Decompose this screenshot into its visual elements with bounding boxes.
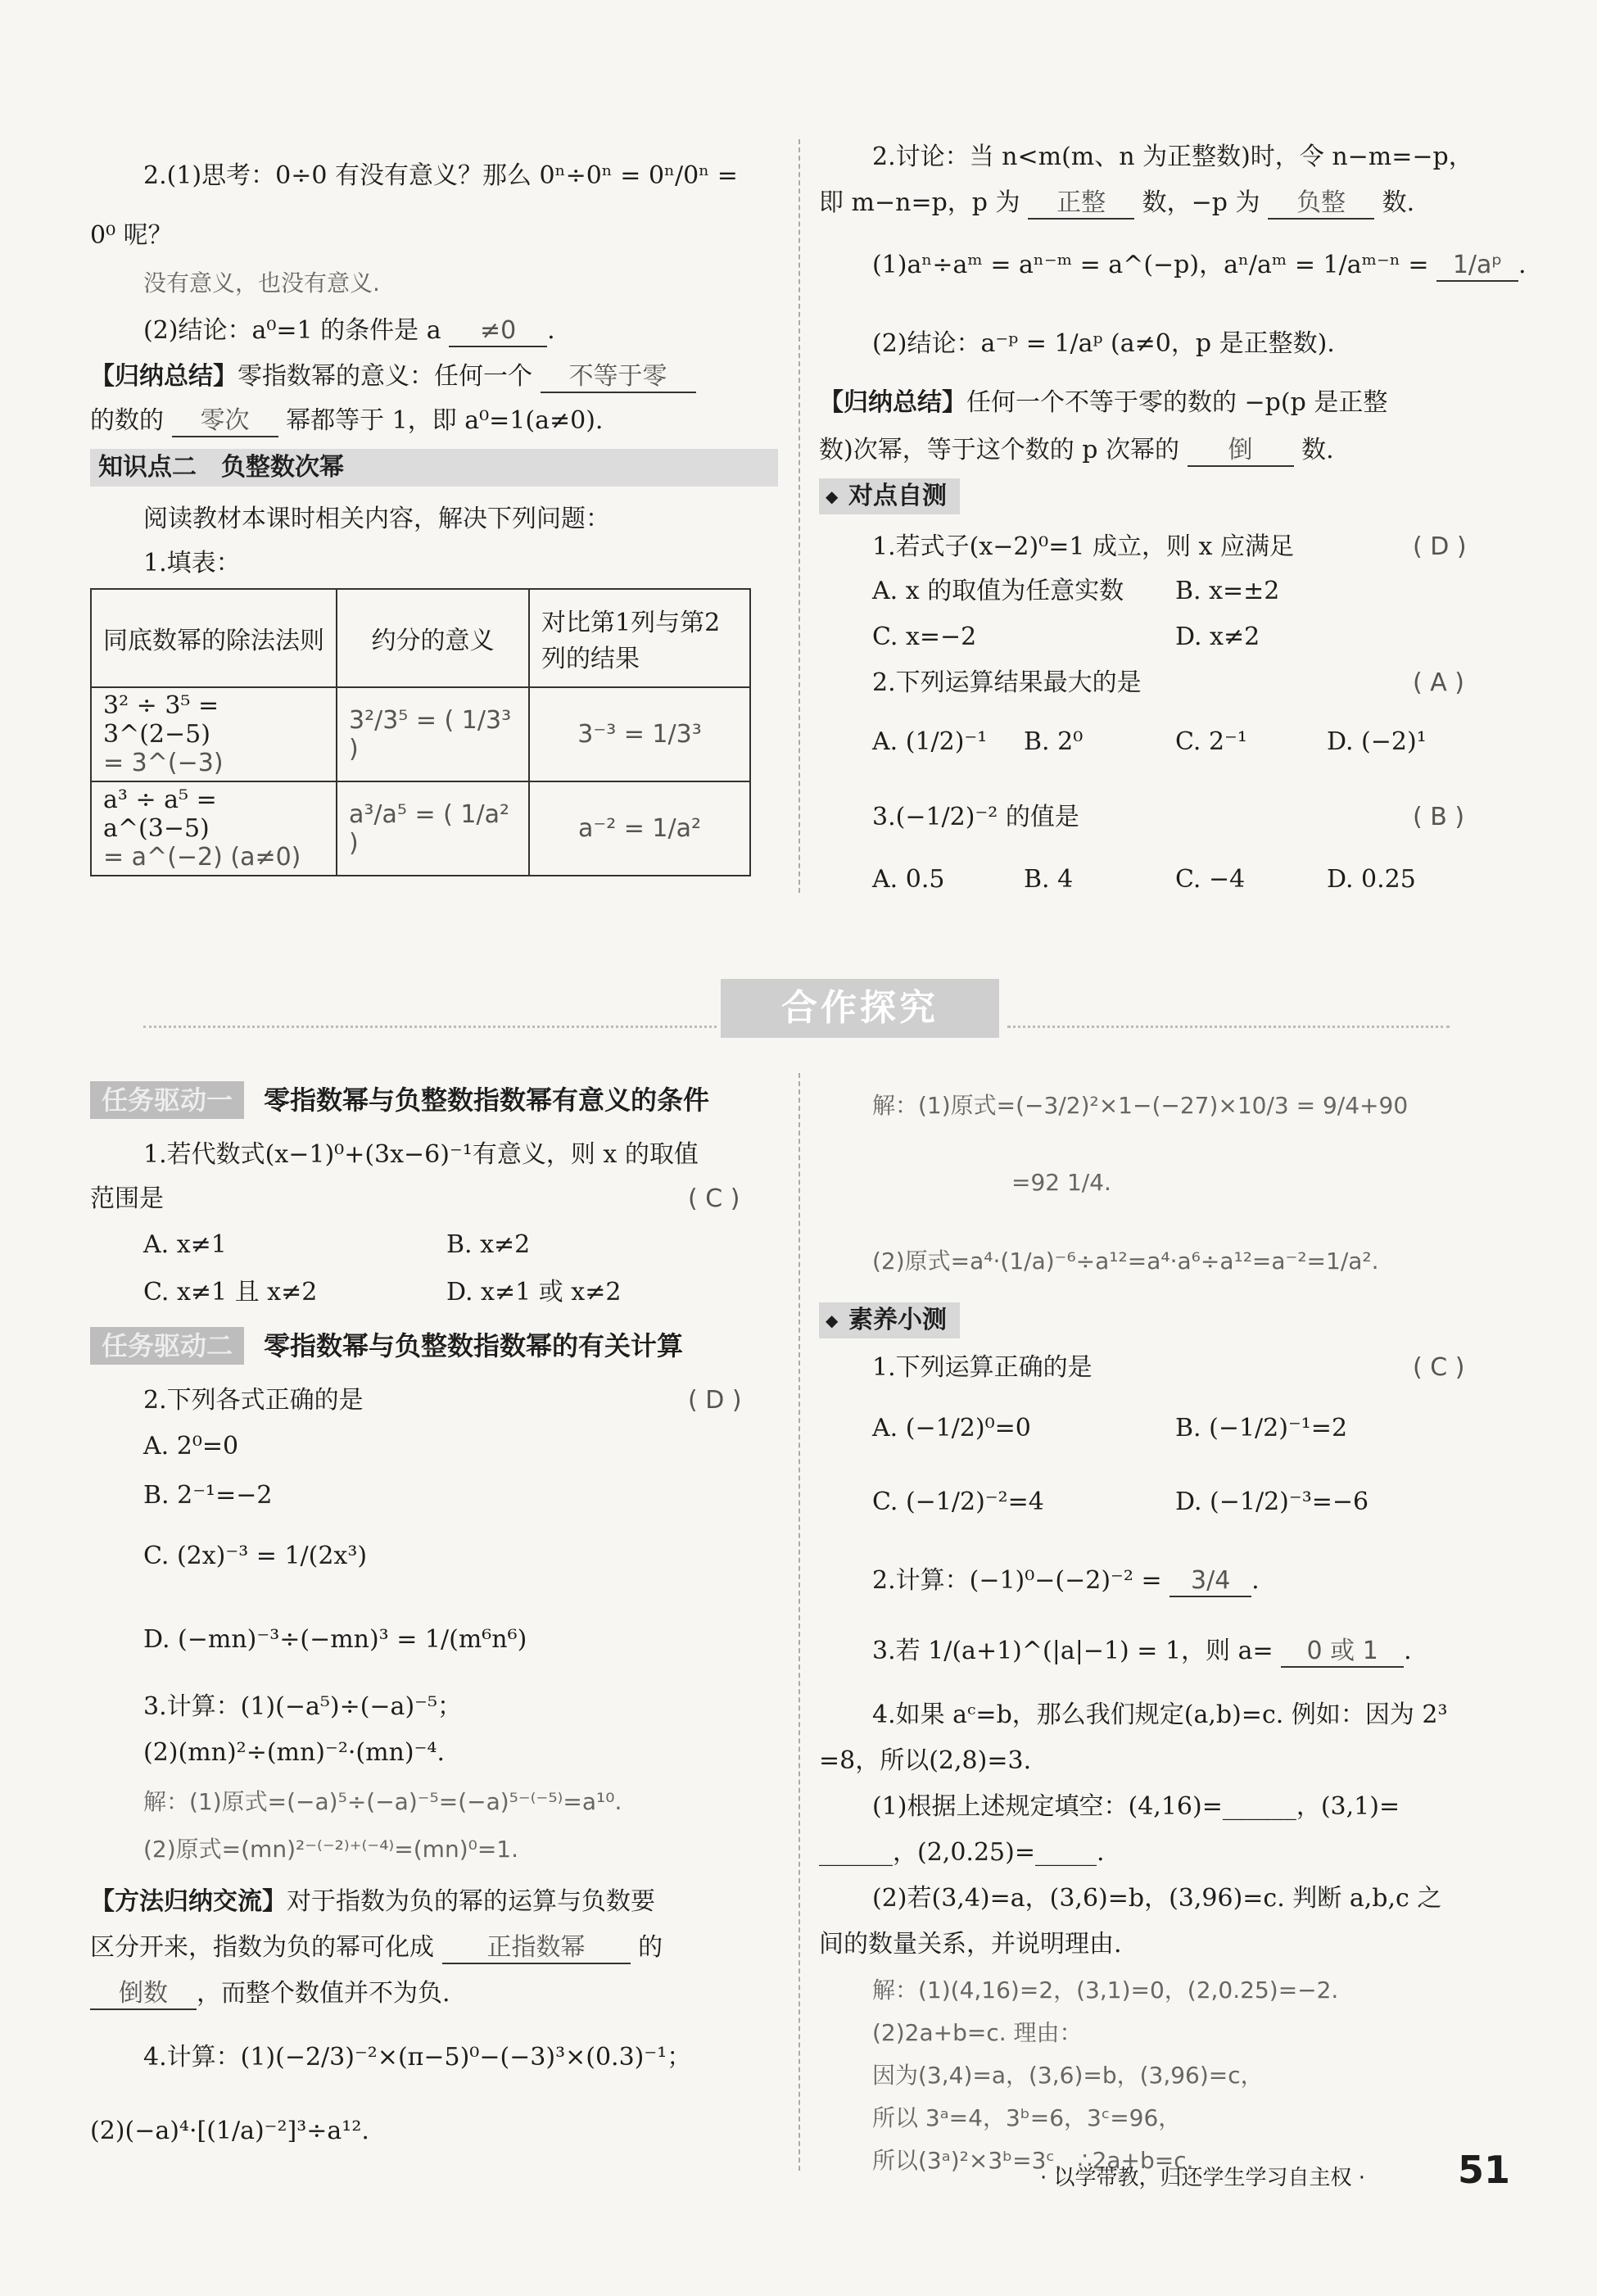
table-row1-col1 bbox=[91, 687, 337, 781]
lq1-option-a: A. x≠1 bbox=[143, 1230, 227, 1259]
task-2-tag: 任务驱动二 bbox=[90, 1327, 244, 1365]
column-divider-bottom bbox=[798, 1073, 800, 2171]
t2-option-c: C. 2⁻¹ bbox=[1175, 727, 1247, 756]
table-row2-col3: a⁻² = 1/a² bbox=[529, 781, 750, 876]
q2-conclusion-text: (2)结论：a⁰=1 的条件是 a bbox=[143, 316, 441, 345]
lq1-answer: ( C ) bbox=[688, 1184, 740, 1213]
r-summary-1 bbox=[819, 387, 1387, 419]
lq1-option-b: B. x≠2 bbox=[446, 1230, 531, 1259]
d2-line2a: 即 m−n=p，p 为 bbox=[819, 188, 1020, 217]
d2-line2 bbox=[819, 187, 1414, 220]
t1-answer: ( D ) bbox=[1413, 532, 1467, 561]
s3-text: 3.若 1/(a+1)^(|a|−1) = 1，则 a= bbox=[872, 1637, 1274, 1665]
method-text3: 的 bbox=[638, 1933, 663, 1962]
method-text2: 区分开来，指数为负的幂可化成 bbox=[90, 1933, 434, 1962]
r-summary-label: 【归纳总结】 bbox=[819, 388, 966, 417]
sol1-line1: 解：(1)原式=(−3/2)²×1−(−27)×10/3 = 9/4+90 bbox=[872, 1092, 1409, 1119]
r-summary-text2: 数)次幂，等于这个数的 p 次幂的 bbox=[819, 436, 1179, 464]
summary-text2: 的数的 bbox=[90, 406, 164, 435]
s1-option-b: B. (−1/2)⁻¹=2 bbox=[1175, 1414, 1348, 1442]
t2-option-b: B. 2⁰ bbox=[1024, 727, 1084, 756]
self-test-tag: ◆ 对点自测 bbox=[819, 478, 960, 514]
summary-blank2: 零次 bbox=[172, 406, 278, 437]
d2-part1: (1)aⁿ÷aᵐ = aⁿ⁻ᵐ = a^(−p)，aⁿ/aᵐ = 1/aᵐ⁻ⁿ = 1/aᵖ . bbox=[872, 249, 1527, 282]
q2-conclusion: (2)结论：a⁰=1 的条件是 a ≠0 . bbox=[143, 315, 555, 347]
exponent-table bbox=[90, 588, 751, 876]
t3-option-b: B. 4 bbox=[1024, 865, 1074, 894]
table-row2-col1-a: a³ ÷ a⁵ = a^(3−5) bbox=[103, 786, 217, 843]
column-divider-top bbox=[798, 139, 800, 893]
table-row2-col1-b: = a^(−2) (a≠0) bbox=[103, 843, 301, 872]
d2-line1: 2.讨论：当 n<m(m、n 为正整数)时，令 n−m=−p， bbox=[872, 143, 1473, 171]
lq1-line1: 1.若代数式(x−1)⁰+(3x−6)⁻¹有意义，则 x 的取值 bbox=[143, 1140, 699, 1169]
table-header-1: 同底数幂的除法法则 bbox=[91, 589, 337, 687]
q2-conclusion-blank: ≠0 bbox=[449, 316, 547, 347]
s4-line4: ______，(2,0.25)=_____. bbox=[819, 1838, 1105, 1867]
table-row2-col1 bbox=[91, 781, 337, 876]
lq3-line1: 3.计算：(1)(−a⁵)÷(−a)⁻⁵； bbox=[143, 1692, 463, 1721]
s4-solution1: 解：(1)(4,16)=2，(3,1)=0，(2,0.25)=−2. bbox=[872, 1977, 1339, 2004]
d2-part1-blank: 1/aᵖ bbox=[1436, 251, 1518, 282]
s1-option-c: C. (−1/2)⁻²=4 bbox=[872, 1488, 1044, 1516]
r-summary-2 bbox=[819, 434, 1334, 467]
t1-option-b: B. x=±2 bbox=[1175, 577, 1280, 605]
s4-solution3: 因为(3,4)=a，(3,6)=b，(3,96)=c， bbox=[872, 2062, 1264, 2089]
s2-text: 2.计算：(−1)⁰−(−2)⁻² = bbox=[872, 1566, 1162, 1595]
table-row1-col1-a: 3² ÷ 3⁵ = 3^(2−5) bbox=[103, 691, 219, 749]
lq2-option-a: A. 2⁰=0 bbox=[143, 1432, 239, 1460]
t3-question: 3.(−1/2)⁻² 的值是 bbox=[872, 803, 1079, 831]
knowledge-point-2-title: 知识点二 负整数次幂 bbox=[90, 449, 778, 487]
summary-text1: 零指数幂的意义：任何一个 bbox=[238, 362, 532, 391]
d2-part2: (2)结论：a⁻ᵖ = 1/aᵖ (a≠0，p 是正整数). bbox=[872, 329, 1335, 358]
d2-blank2: 负整 bbox=[1268, 188, 1374, 220]
lq3-line2: (2)(mn)²÷(mn)⁻²·(mn)⁻⁴. bbox=[143, 1738, 445, 1767]
summary-text3: 幂都等于 1，即 a⁰=1(a≠0). bbox=[286, 406, 604, 435]
banner-rule-right bbox=[1007, 1026, 1450, 1028]
method-2 bbox=[90, 1931, 663, 1964]
d2-part1-text: (1)aⁿ÷aᵐ = aⁿ⁻ᵐ = a^(−p)，aⁿ/aᵐ = 1/aᵐ⁻ⁿ = bbox=[872, 251, 1429, 279]
sol1-line2: =92 1/4. bbox=[1011, 1169, 1111, 1196]
lq1-option-c: C. x≠1 且 x≠2 bbox=[143, 1278, 318, 1307]
q2-answer: 没有意义，也没有意义. bbox=[143, 269, 380, 297]
lq1-option-d: D. x≠1 或 x≠2 bbox=[446, 1278, 622, 1307]
lq3-solution2: (2)原式=(mn)²⁻⁽⁻²⁾⁺⁽⁻⁴⁾=(mn)⁰=1. bbox=[143, 1836, 519, 1863]
t3-answer: ( B ) bbox=[1413, 803, 1465, 831]
task-1-tag: 任务驱动一 bbox=[90, 1081, 244, 1119]
lq2-answer: ( D ) bbox=[688, 1386, 742, 1415]
lq1-line2: 范围是 bbox=[90, 1184, 164, 1213]
s3-question: 3.若 1/(a+1)^(|a|−1) = 1，则 a= 0 或 1 . bbox=[872, 1635, 1412, 1668]
s4-solution2: (2)2a+b=c. 理由： bbox=[872, 2019, 1083, 2046]
read-instruction: 阅读教材本课时相关内容，解决下列问题： bbox=[143, 505, 610, 533]
t2-question: 2.下列运算结果最大的是 bbox=[872, 668, 1142, 697]
cooperative-inquiry-banner: 合作探究 bbox=[721, 979, 999, 1038]
method-blank1: 正指数幂 bbox=[442, 1933, 631, 1964]
s1-option-a: A. (−1/2)⁰=0 bbox=[872, 1414, 1031, 1442]
t2-option-a: A. (1/2)⁻¹ bbox=[872, 727, 988, 756]
table-row1-col1-b: = 3^(−3) bbox=[103, 749, 224, 777]
lq3-solution1: 解：(1)原式=(−a)⁵÷(−a)⁻⁵=(−a)⁵⁻⁽⁻⁵⁾=a¹⁰. bbox=[143, 1788, 622, 1815]
t1-option-c: C. x=−2 bbox=[872, 623, 977, 651]
r-summary-text1: 任何一个不等于零的数的 −p(p 是正整 bbox=[966, 388, 1388, 417]
literacy-quiz-tag: ◆ 素养小测 bbox=[819, 1302, 960, 1338]
lq2-option-c: C. (2x)⁻³ = 1/(2x³) bbox=[143, 1542, 368, 1570]
summary-blank1: 不等于零 bbox=[541, 362, 696, 393]
d2-blank1: 正整 bbox=[1028, 188, 1134, 220]
method-1 bbox=[90, 1886, 655, 1918]
t1-option-d: D. x≠2 bbox=[1175, 623, 1260, 651]
r-summary-text3: 数. bbox=[1301, 436, 1334, 464]
table-header-3: 对比第1列与第2列的结果 bbox=[529, 589, 750, 687]
task-1-header bbox=[90, 1081, 709, 1119]
s4-line5: (2)若(3,4)=a，(3,6)=b，(3,96)=c. 判断 a,b,c 之 bbox=[872, 1884, 1442, 1913]
s2-question: 2.计算：(−1)⁰−(−2)⁻² = 3/4 . bbox=[872, 1565, 1260, 1597]
t1-question: 1.若式子(x−2)⁰=1 成立，则 x 应满足 bbox=[872, 532, 1294, 561]
s1-answer: ( C ) bbox=[1413, 1353, 1465, 1382]
table-row1-col2: 3²/3⁵ = ( 1/3³ ) bbox=[337, 687, 529, 781]
s4-solution5: 所以(3ᵃ)²×3ᵇ=3ᶜ，∴2a+b=c. bbox=[872, 2147, 1194, 2174]
lq2-option-b: B. 2⁻¹=−2 bbox=[143, 1481, 273, 1510]
table-row1-col3: 3⁻³ = 1/3³ bbox=[529, 687, 750, 781]
d2-line2c: 数. bbox=[1382, 188, 1415, 217]
task-1-title: 零指数幂与负整数指数幂有意义的条件 bbox=[264, 1085, 710, 1116]
t1-option-a: A. x 的取值为任意实数 bbox=[872, 577, 1124, 605]
t2-option-d: D. (−2)¹ bbox=[1327, 727, 1427, 756]
method-text4: ，而整个数值并不为负. bbox=[197, 1979, 450, 2008]
banner-rule-left bbox=[143, 1026, 717, 1028]
t2-answer: ( A ) bbox=[1413, 668, 1465, 697]
s4-solution4: 所以 3ᵃ=4，3ᵇ=6，3ᶜ=96， bbox=[872, 2104, 1182, 2131]
summary-1 bbox=[90, 360, 696, 393]
d2-line2b: 数，−p 为 bbox=[1142, 188, 1260, 217]
s3-blank: 0 或 1 bbox=[1281, 1637, 1404, 1668]
table-header-2: 约分的意义 bbox=[337, 589, 529, 687]
s1-option-d: D. (−1/2)⁻³=−6 bbox=[1175, 1488, 1369, 1516]
summary-2 bbox=[90, 405, 603, 437]
lq2-question: 2.下列各式正确的是 bbox=[143, 1386, 364, 1415]
lq4-line1: 4.计算：(1)(−2/3)⁻²×(π−5)⁰−(−3)³×(0.3)⁻¹； bbox=[143, 2043, 692, 2072]
r-summary-blank: 倒 bbox=[1188, 436, 1294, 467]
q2-line2: 0⁰ 呢？ bbox=[90, 221, 173, 250]
task-2-title: 零指数幂与负整数指数幂的有关计算 bbox=[264, 1330, 684, 1361]
s4-line2: =8，所以(2,8)=3. bbox=[819, 1746, 1032, 1775]
summary-label: 【归纳总结】 bbox=[90, 362, 238, 391]
t3-option-c: C. −4 bbox=[1175, 865, 1246, 894]
fill-table-label: 1.填表： bbox=[143, 549, 241, 577]
table-row2-col2: a³/a⁵ = ( 1/a² ) bbox=[337, 781, 529, 876]
method-text1: 对于指数为负的幂的运算与负数要 bbox=[287, 1887, 655, 1916]
s4-line6: 间的数量关系，并说明理由. bbox=[819, 1930, 1122, 1959]
lq4-line2: (2)(−a)⁴·[(1/a)⁻²]³÷a¹². bbox=[90, 2117, 369, 2145]
sol2: (2)原式=a⁴·(1/a)⁻⁶÷a¹²=a⁴·a⁶÷a¹²=a⁻²=1/a². bbox=[872, 1248, 1379, 1275]
task-2-header bbox=[90, 1327, 683, 1365]
method-blank2: 倒数 bbox=[90, 1979, 197, 2010]
method-label: 【方法归纳交流】 bbox=[90, 1887, 287, 1916]
s4-line1: 4.如果 aᶜ=b，那么我们规定(a,b)=c. 例如：因为 2³ bbox=[872, 1700, 1448, 1729]
q2-line1: 2.(1)思考：0÷0 有没有意义？那么 0ⁿ÷0ⁿ = 0ⁿ/0ⁿ = bbox=[143, 161, 738, 190]
method-3 bbox=[90, 1977, 450, 2010]
t3-option-d: D. 0.25 bbox=[1327, 865, 1416, 894]
s2-blank: 3/4 bbox=[1169, 1566, 1251, 1597]
s4-line3: (1)根据上述规定填空：(4,16)=______，(3,1)= bbox=[872, 1792, 1400, 1821]
footer-motto: · 以学带教，归还学生学习自主权 · bbox=[1040, 2166, 1366, 2190]
s1-question: 1.下列运算正确的是 bbox=[872, 1353, 1093, 1382]
t3-option-a: A. 0.5 bbox=[872, 865, 945, 894]
lq2-option-d: D. (−mn)⁻³÷(−mn)³ = 1/(m⁶n⁶) bbox=[143, 1625, 527, 1654]
page-number: 51 bbox=[1458, 2148, 1511, 2192]
